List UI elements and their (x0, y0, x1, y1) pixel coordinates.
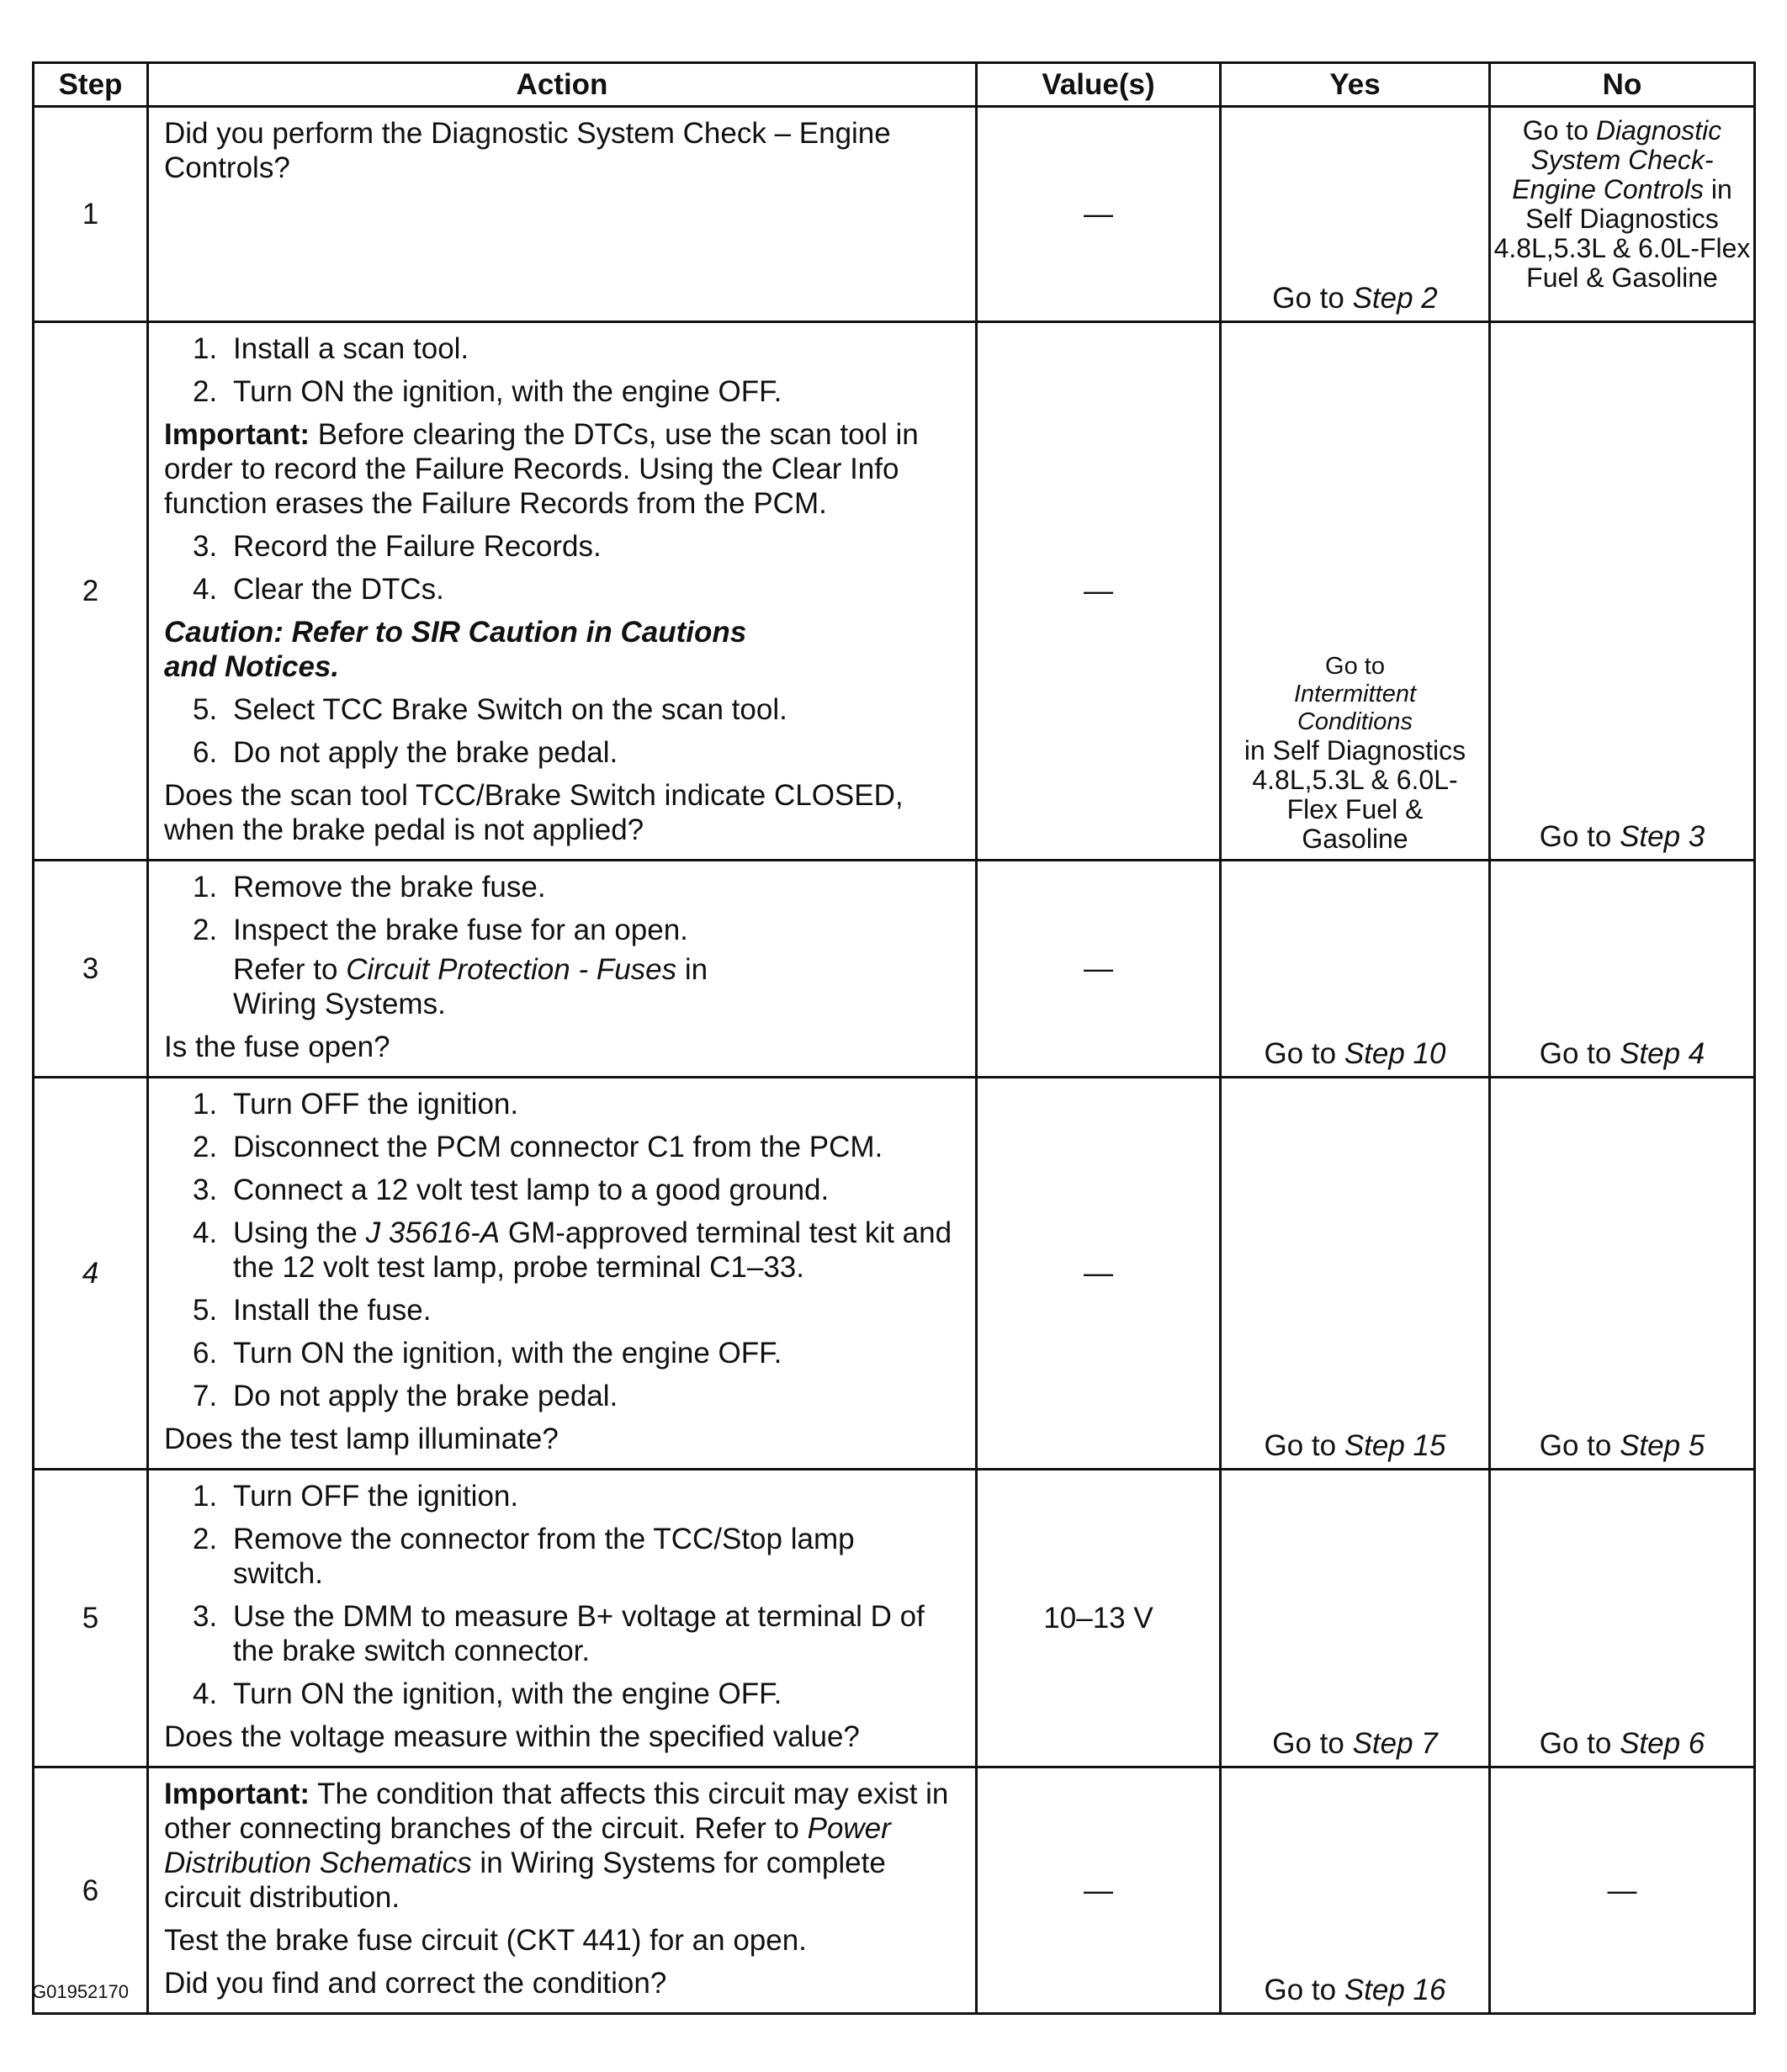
no-goto-text: Go to (1539, 1727, 1620, 1760)
yes-goto-text: Go to (1325, 653, 1385, 680)
header-action: Action (148, 63, 977, 107)
action-substep: 1. Turn OFF the ignition. (193, 1088, 519, 1121)
test-instruction: Test the brake fuse circuit (CKT 441) for an open. (164, 1924, 807, 1957)
step-number: 1 (34, 107, 148, 322)
schematics-link[interactable]: Power Distribution Schematics (164, 1812, 891, 1879)
yes-cell (1221, 107, 1490, 322)
action-substep: 3. Use the DMM to measure B+ voltage at terminal D of the brake switch connector. (193, 1600, 925, 1667)
value-cell: — (977, 322, 1221, 861)
question-text: Is the fuse open? (164, 1031, 390, 1063)
step-number: 5 (34, 1470, 148, 1767)
action-cell (148, 1078, 977, 1470)
no-step-link[interactable]: Step 6 (1620, 1727, 1705, 1760)
action-cell (148, 322, 977, 861)
question-text: Did you find and correct the condition? (164, 1967, 667, 2000)
no-location-text: in Self Diagnostics 4.8L,5.3L & 6.0L-Flex Fuel & Gasoline (1493, 174, 1751, 293)
header-values: Value(s) (977, 63, 1221, 107)
action-substep: 1. Remove the brake fuse. (193, 871, 546, 904)
figure-id: G01952170 (32, 1981, 129, 2002)
question-text: Does the scan tool TCC/Brake Switch indicate CLOSED, when the brake pedal is not applied? (164, 779, 904, 846)
important-note: Important: The condition that affects this circuit may exist in other connecting branches of the circuit. Refer to Power Distribution Schematics in Wiring Systems for complete circuit distribution. (164, 1778, 949, 1914)
no-step-link[interactable]: Step 5 (1620, 1429, 1705, 1462)
action-substep: 7. Do not apply the brake pedal. (193, 1380, 618, 1412)
table-row (34, 322, 1755, 861)
header-yes: Yes (1221, 63, 1490, 107)
no-step-link[interactable]: Step 4 (1620, 1037, 1705, 1070)
header-no: No (1490, 63, 1755, 107)
table-row (34, 107, 1755, 322)
yes-cell (1221, 322, 1490, 861)
yes-step-link[interactable]: Step 2 (1352, 282, 1438, 315)
action-substep: 2. Disconnect the PCM connector C1 from the PCM. (193, 1131, 883, 1163)
yes-cell (1221, 1767, 1490, 2014)
yes-goto-text: Go to (1264, 1037, 1344, 1070)
no-goto-text: Go to (1522, 115, 1596, 146)
action-cell (148, 861, 977, 1078)
value-cell: 10–13 V (977, 1470, 1221, 1767)
no-cell (1490, 322, 1755, 861)
step-number: 3 (34, 861, 148, 1078)
important-note: Important: Before clearing the DTCs, use the scan tool in order to record the Failure Records. Using the Clear Info function erases the Failure Records from the PCM. (164, 418, 919, 520)
action-substep: 4. Using the J 35616-A GM-approved terminal test kit and the 12 volt test lamp, probe terminal C1–33. (193, 1216, 952, 1284)
no-cell (1490, 1078, 1755, 1470)
question-text: Does the test lamp illuminate? (164, 1423, 559, 1455)
yes-step-link[interactable]: Step 7 (1352, 1727, 1438, 1760)
step-number: 4 (34, 1078, 148, 1470)
no-cell (1490, 107, 1755, 322)
no-goto-text: Go to (1539, 1037, 1620, 1070)
no-cell (1490, 1470, 1755, 1767)
action-substep: 6. Do not apply the brake pedal. (193, 736, 618, 769)
action-cell (148, 1470, 977, 1767)
action-substep: 3. Record the Failure Records. (193, 530, 602, 563)
action-substep: 6. Turn ON the ignition, with the engine OFF. (193, 1337, 782, 1370)
yes-goto-text: Go to (1272, 282, 1353, 315)
yes-cell (1221, 1470, 1490, 1767)
action-substep: 1. Turn OFF the ignition. (193, 1480, 519, 1513)
yes-step-link[interactable]: Step 10 (1344, 1037, 1446, 1070)
action-substep: 5. Select TCC Brake Switch on the scan tool. (193, 693, 787, 726)
action-substep: 3. Connect a 12 volt test lamp to a good ground. (193, 1174, 830, 1206)
action-substep: 1. Install a scan tool. (193, 332, 469, 365)
yes-goto-text: Go to (1272, 1727, 1353, 1760)
no-step-link[interactable]: Step 3 (1620, 820, 1705, 853)
reference-link[interactable]: Circuit Protection - Fuses (346, 953, 677, 986)
tool-link[interactable]: J 35616-A (365, 1216, 501, 1249)
no-goto-text: Go to (1539, 1429, 1620, 1462)
step-number: 6 (34, 1767, 148, 2014)
action-substep: 2. Remove the connector from the TCC/Stop lamp switch. (193, 1523, 855, 1590)
action-substep: 4. Turn ON the ignition, with the engine OFF. (193, 1677, 782, 1710)
yes-procedure-link[interactable]: Intermittent Conditions (1293, 681, 1417, 735)
step-number: 2 (34, 322, 148, 861)
no-procedure-link[interactable]: Diagnostic System Check-Engine Controls (1512, 115, 1722, 204)
table-header-row (34, 63, 1755, 107)
value-cell: — (977, 1767, 1221, 2014)
value-cell: — (977, 107, 1221, 322)
yes-location-text: in Self Diagnostics 4.8L,5.3L & 6.0L-Flex Fuel & Gasoline (1243, 735, 1466, 854)
caution-note: Caution: Refer to SIR Caution in Cautions and Notices. (164, 616, 747, 683)
diagnostic-table (32, 61, 1756, 2015)
question-text: Does the voltage measure within the specified value? (164, 1720, 860, 1753)
yes-cell (1221, 1078, 1490, 1470)
table-row (34, 1078, 1755, 1470)
action-substep: 5. Install the fuse. (193, 1294, 432, 1327)
value-cell: — (977, 861, 1221, 1078)
yes-step-link[interactable]: Step 15 (1344, 1429, 1446, 1462)
table-row (34, 1767, 1755, 2014)
action-cell (148, 107, 977, 322)
action-cell (148, 1767, 977, 2014)
yes-goto-text: Go to (1264, 1974, 1344, 2006)
question-text: Did you perform the Diagnostic System Check – Engine Controls? (164, 117, 891, 184)
yes-cell (1221, 861, 1490, 1078)
yes-step-link[interactable]: Step 16 (1344, 1974, 1446, 2006)
action-substep: 4. Clear the DTCs. (193, 573, 444, 606)
yes-goto-text: Go to (1264, 1429, 1344, 1462)
action-substep: 2. Inspect the brake fuse for an open. (193, 914, 688, 946)
reference-note: Refer to Circuit Protection - Fuses in Wiring Systems. (233, 953, 708, 1020)
no-cell: — (1490, 1767, 1755, 2014)
no-goto-text: Go to (1539, 820, 1620, 853)
table-row (34, 861, 1755, 1078)
table-row (34, 1470, 1755, 1767)
action-substep: 2. Turn ON the ignition, with the engine OFF. (193, 375, 782, 408)
value-cell: — (977, 1078, 1221, 1470)
header-step: Step (34, 63, 148, 107)
no-cell (1490, 861, 1755, 1078)
